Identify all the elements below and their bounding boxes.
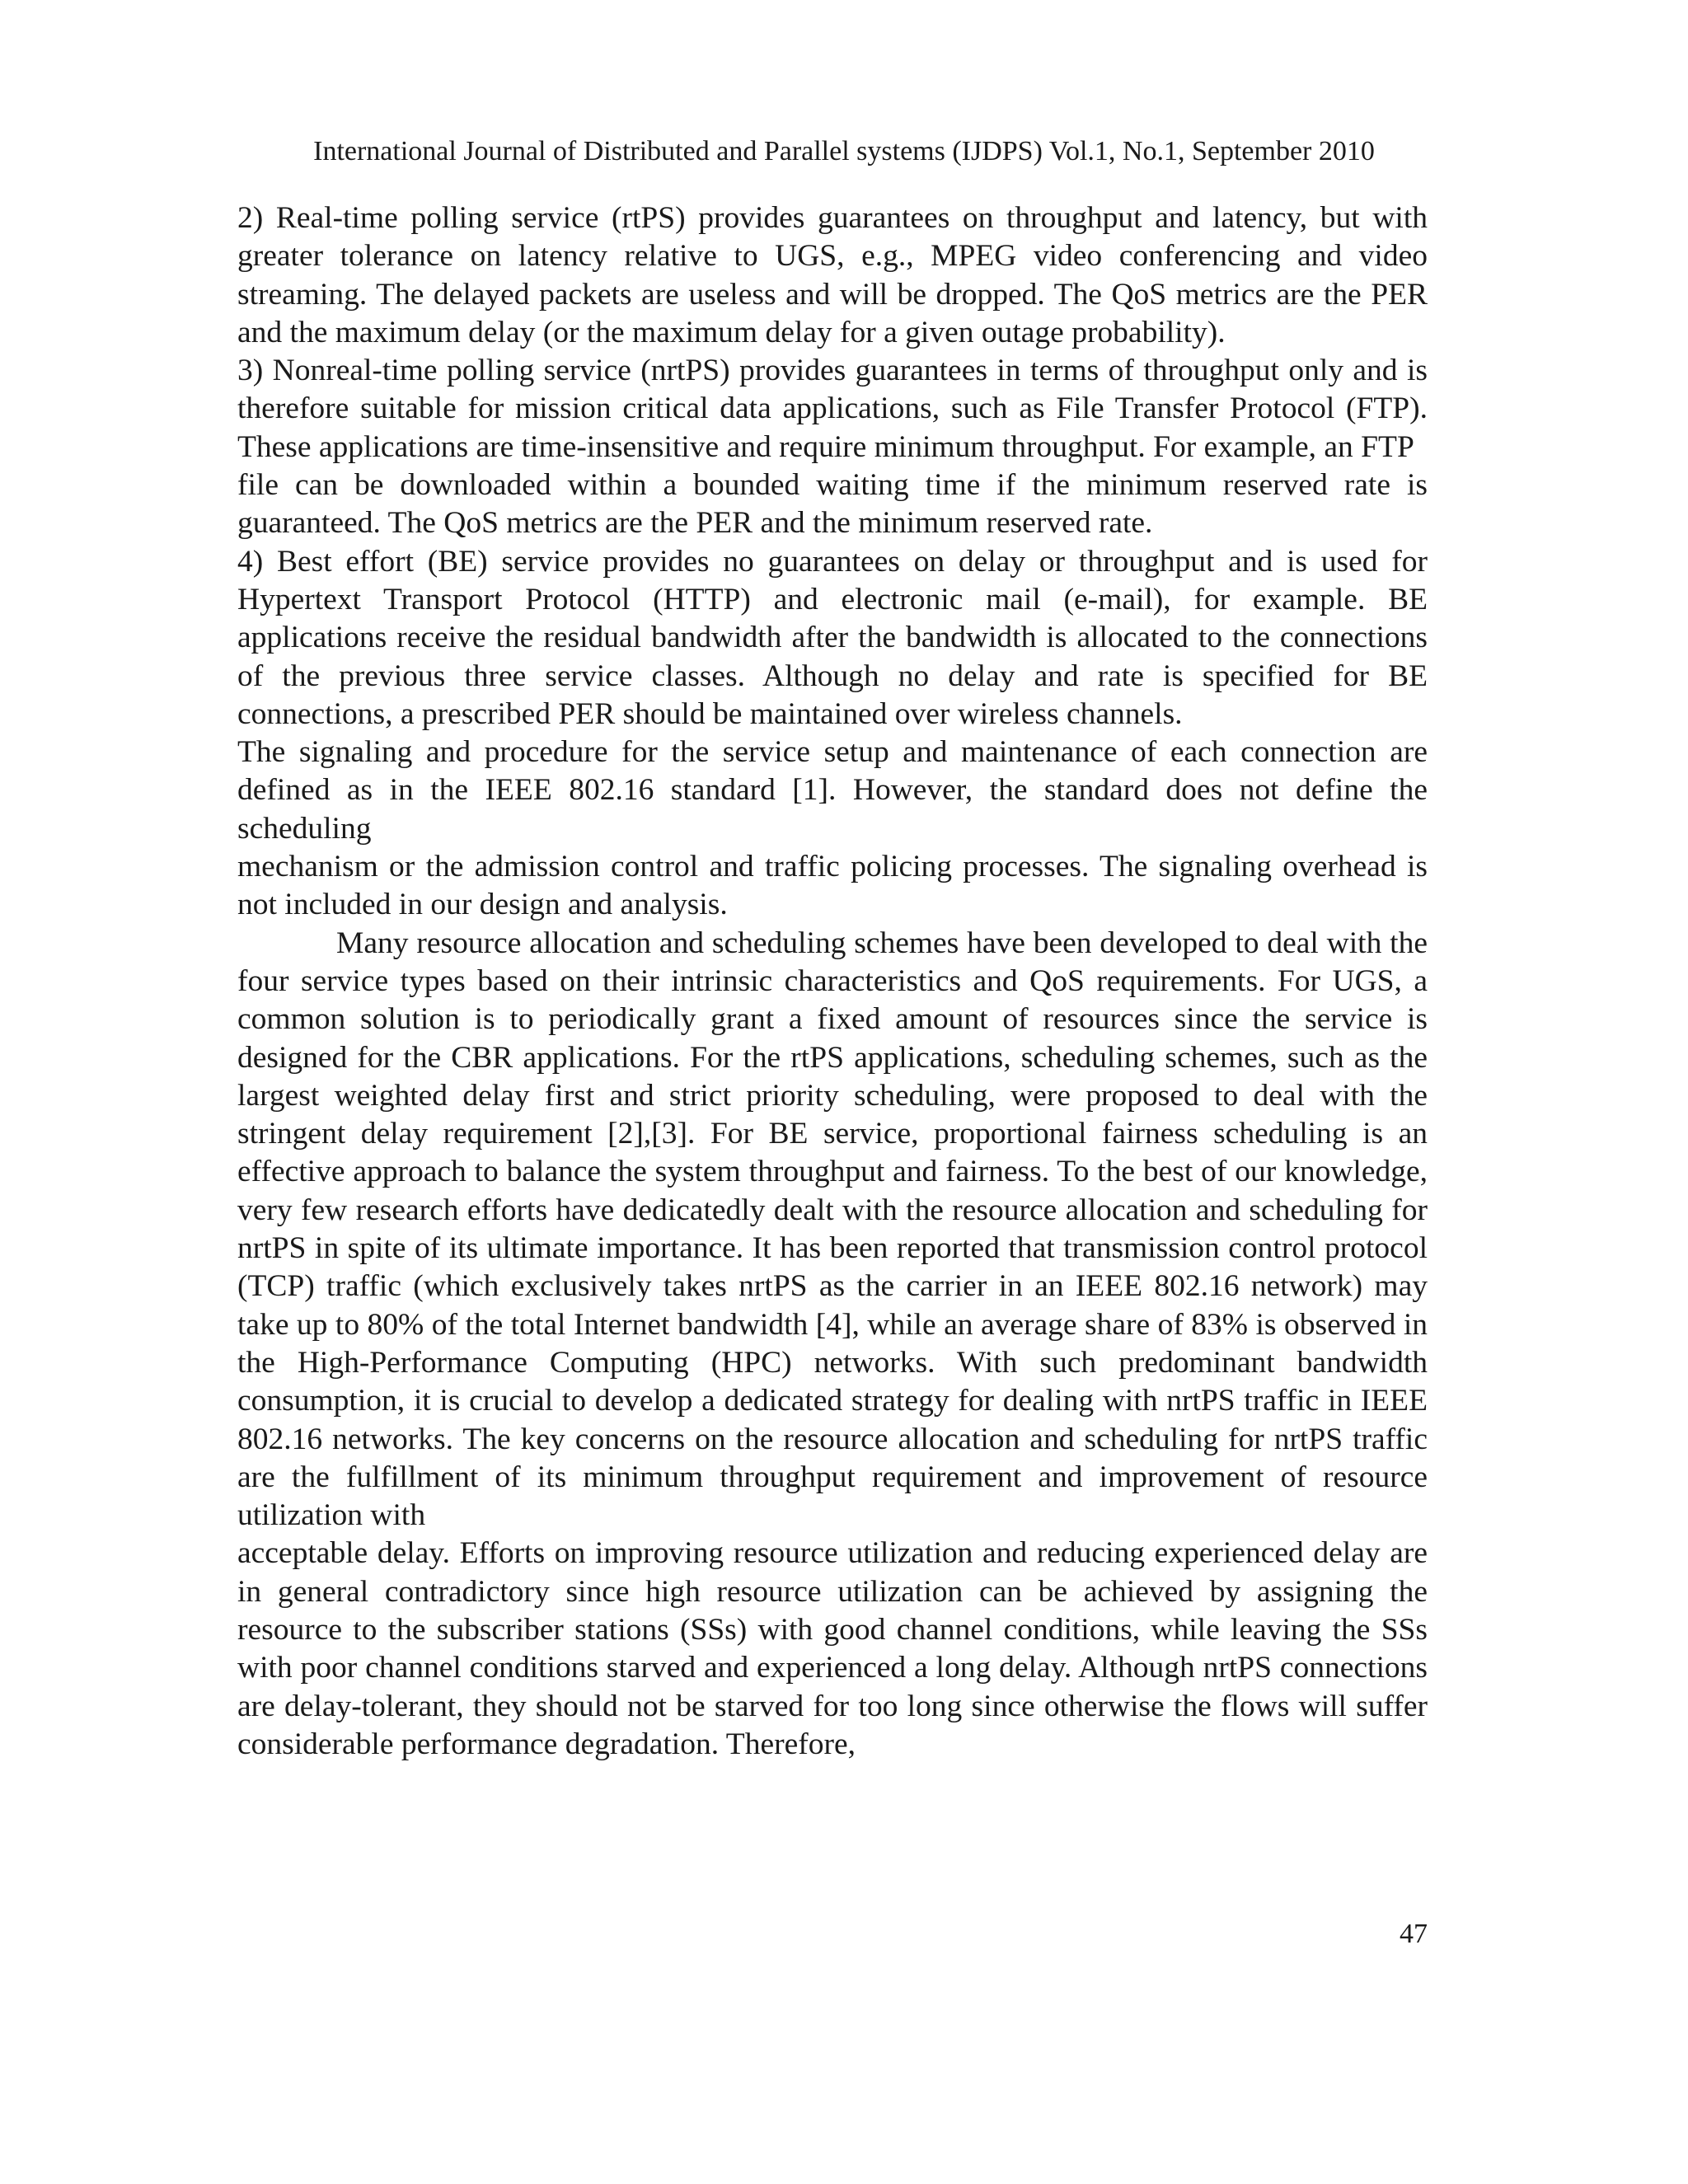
running-header: International Journal of Distributed and Parallel systems (IJDPS) Vol.1, No.1, September 2010 xyxy=(313,136,1375,166)
paragraph-mechanism: mechanism or the admission control and traffic policing processes. The signaling overhead is not included in our design and analysis. xyxy=(237,850,1428,922)
paragraph-scheduling-schemes: Many resource allocation and scheduling schemes have been developed to deal with the four service types based on their intrinsic characteristics and QoS requirements. For UGS, a common solution is to periodically grant a fixed amount of resources since the service is designed for the CBR applications. For the rtPS applications, scheduling schemes, such as the largest weighted delay first and strict priority scheduling, were proposed to deal with the stringent delay requirement [2],[3]. For BE service, proportional fairness scheduling is an effective approach to balance the system throughput and fairness. To the best of our knowledge, very few research efforts have dedicatedly dealt with the resource allocation and scheduling for nrtPS in spite of its ultimate importance. It has been reported that transmission control protocol (TCP) traffic (which exclusively takes nrtPS as the carrier in an IEEE 802.16 network) may take up to 80% of the total Internet bandwidth [4], while an average share of 83% is observed in the High-Performance Computing (HPC) networks. With such predominant bandwidth consumption, it is crucial to develop a dedicated strategy for dealing with nrtPS traffic in IEEE 802.16 networks. The key concerns on the resource allocation and scheduling for nrtPS traffic are the fulfillment of its minimum throughput requirement and improvement of resource utilization with xyxy=(237,926,1428,1533)
paragraph-nrtps: 3) Nonreal-time polling service (nrtPS) provides guarantees in terms of throughput only and is therefore suitable for mission critical data applications, such as File Transfer Protocol (FTP). These applications are time-insensitive and require minimum throughput. For example, an FTP xyxy=(237,354,1428,464)
paragraph-best-effort: 4) Best effort (BE) service provides no guarantees on delay or throughput and is used for Hypertext Transport Protocol (HTTP) and electronic mail (e-mail), for example. BE applications receive the residual bandwidth after the bandwidth is allocated to the connections of the previous three service classes. Although no delay and rate is specified for BE connections, a prescribed PER should be maintained over wireless channels. xyxy=(237,544,1428,731)
body-text xyxy=(237,199,1428,1764)
page-number: 47 xyxy=(1400,1919,1428,1949)
paragraph-rtps: 2) Real-time polling service (rtPS) provides guarantees on throughput and latency, but with greater tolerance on latency relative to UGS, e.g., MPEG video conferencing and video streaming. The delayed packets are useless and will be dropped. The QoS metrics are the PER and the maximum delay (or the maximum delay for a given outage probability). xyxy=(237,201,1428,349)
paragraph-signaling: The signaling and procedure for the service setup and maintenance of each connection are defined as in the IEEE 802.16 standard [1]. However, the standard does not define the scheduling xyxy=(237,735,1428,846)
paragraph-ftp-download: file can be downloaded within a bounded waiting time if the minimum reserved rate is guaranteed. The QoS metrics are the PER and the minimum reserved rate. xyxy=(237,468,1428,541)
paragraph-acceptable-delay: acceptable delay. Efforts on improving resource utilization and reducing experienced delay are in general contradictory since high resource utilization can be achieved by assigning the resource to the subscriber stations (SSs) with good channel conditions, while leaving the SSs with poor channel conditions starved and experienced a long delay. Although nrtPS connections are delay-tolerant, they should not be starved for too long since otherwise the flows will suffer considerable performance degradation. Therefore, xyxy=(237,1536,1428,1761)
